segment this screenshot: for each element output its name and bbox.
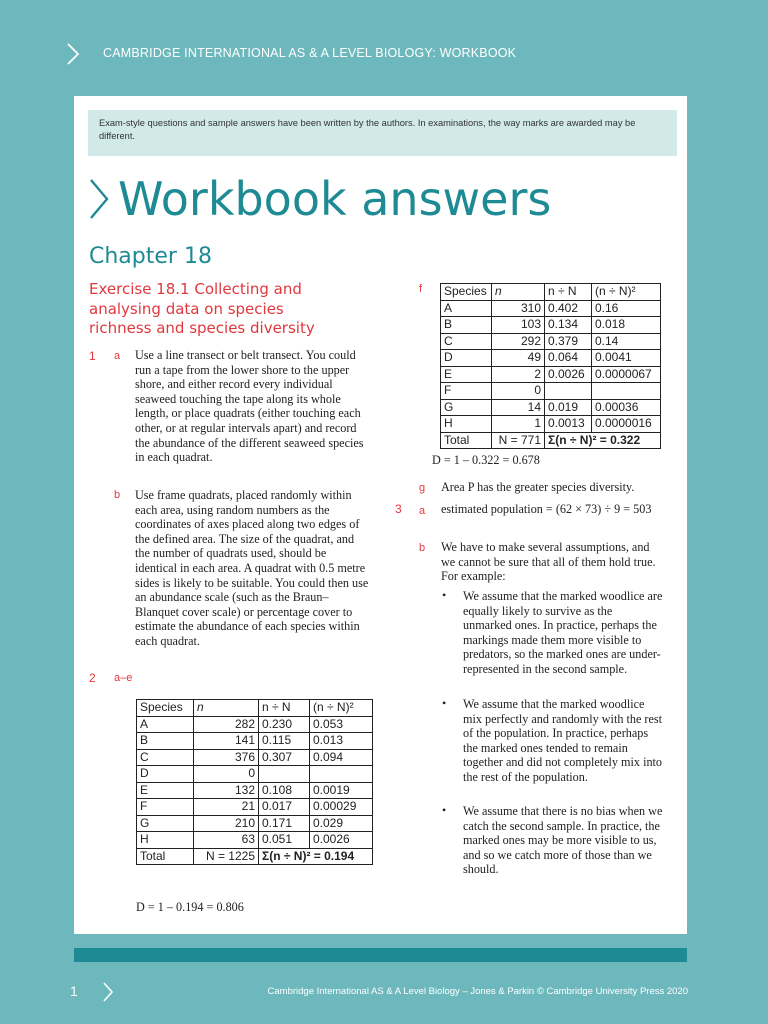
copyright-footer: Cambridge International AS & A Level Biology – Jones & Parkin © Cambridge University Press 2020 (267, 986, 688, 997)
table-cell: 376 (194, 749, 259, 766)
table-cell: 0.16 (592, 300, 661, 317)
exam-notice: Exam-style questions and sample answers have been written by the authors. In examinations, the way marks are awarded may be different. (88, 110, 677, 156)
chapter-heading: Chapter 18 (89, 244, 212, 269)
sub-question-label: f (419, 283, 423, 295)
table-header: n (492, 284, 545, 301)
table-cell: 0 (492, 383, 545, 400)
table-cell: 21 (194, 799, 259, 816)
table-row (137, 716, 373, 733)
table-cell: 0.051 (259, 832, 310, 849)
table-cell: 0.307 (259, 749, 310, 766)
table-cell: 132 (194, 782, 259, 799)
table-cell: G (137, 815, 194, 832)
table-cell: 0.00036 (592, 399, 661, 416)
table-row (137, 799, 373, 816)
page-number: 1 (70, 983, 78, 999)
sub-question-label: b (419, 542, 426, 554)
table-cell: 0.14 (592, 333, 661, 350)
table-cell: G (441, 399, 492, 416)
table-row (441, 350, 661, 367)
table-cell: 141 (194, 733, 259, 750)
question-number: 2 (89, 671, 96, 685)
table-cell: 0.013 (310, 733, 373, 750)
diversity-formula: D = 1 – 0.194 = 0.806 (136, 900, 244, 914)
table-row (441, 333, 661, 350)
table-cell: 0.115 (259, 733, 310, 750)
table-cell: 0.019 (545, 399, 592, 416)
answer-text: Use frame quadrats, placed randomly within each area, using random numbers as the coordinates of axes placed along two edges of the defined area. The size of the quadrat, and the number of quadrats used, should be identical in each area. A quadrat with 0.5 metre sides is likely to be suitable. You could then use an abundance scale (such as the Braun–Blanquet cover scale) or percentage cover to estimate the abundance of each species within each quadrat. (135, 488, 369, 648)
table-cell: 0.0026 (310, 832, 373, 849)
running-header: CAMBRIDGE INTERNATIONAL AS & A LEVEL BIOLOGY: WORKBOOK (103, 46, 517, 60)
table-cell (259, 766, 310, 783)
table-cell: D (441, 350, 492, 367)
table-cell: H (441, 416, 492, 433)
table-header-row (137, 700, 373, 717)
table-cell: 49 (492, 350, 545, 367)
table-cell: N = 771 (492, 432, 545, 449)
table-cell: C (441, 333, 492, 350)
exercise-heading: Exercise 18.1 Collecting and analysing data on species richness and species diversity (89, 280, 315, 337)
table-header: (n ÷ N)² (592, 284, 661, 301)
diversity-formula: D = 1 – 0.322 = 0.678 (432, 453, 540, 467)
table-cell: A (137, 716, 194, 733)
table-cell: 0.134 (545, 317, 592, 334)
table-cell: 0.017 (259, 799, 310, 816)
table-cell: 0.0000067 (592, 366, 661, 383)
table-row (441, 317, 661, 334)
table-cell: 0.0013 (545, 416, 592, 433)
table-header: n ÷ N (259, 700, 310, 717)
table-cell: 0.108 (259, 782, 310, 799)
sub-question-label: a (114, 350, 121, 362)
table-cell: 292 (492, 333, 545, 350)
bullet-text: We assume that the marked woodlice are equally likely to survive as the unmarked ones. In practice, perhaps the markings made them more visible to predators, so the marked ones are under-represented in the second sample. (463, 589, 663, 676)
question-number: 1 (89, 349, 96, 363)
table-cell: B (441, 317, 492, 334)
table-cell: H (137, 832, 194, 849)
table-cell: 0.0019 (310, 782, 373, 799)
table-cell: 63 (194, 832, 259, 849)
table-cell: 282 (194, 716, 259, 733)
table-cell: E (137, 782, 194, 799)
table-cell: F (137, 799, 194, 816)
chevron-right-icon (66, 42, 80, 66)
sub-question-label: g (419, 482, 426, 494)
table-row (137, 815, 373, 832)
table-row (441, 383, 661, 400)
table-row (137, 749, 373, 766)
table-cell: B (137, 733, 194, 750)
table-cell: 0.402 (545, 300, 592, 317)
answer-text: Use a line transect or belt transect. You could run a tape from the lower shore to the upper shore, and either record every individual seaweed touching the tape along its whole length, or place quadrats (either touching each other, or at regular intervals apart) and record the abundance of the different seaweed species in each quadrat. (135, 348, 364, 465)
page-title-text: Workbook answers (118, 172, 552, 226)
footer-bar (74, 948, 687, 962)
table-cell: 210 (194, 815, 259, 832)
table-cell: 103 (492, 317, 545, 334)
table-cell: 310 (492, 300, 545, 317)
table-cell: 0.064 (545, 350, 592, 367)
table-cell: 1 (492, 416, 545, 433)
table-cell: 0.0026 (545, 366, 592, 383)
species-table-q2 (136, 699, 373, 865)
table-cell: Σ(n ÷ N)² = 0.322 (545, 432, 661, 449)
table-total-row (137, 848, 373, 865)
table-cell: 2 (492, 366, 545, 383)
answer-text: estimated population = (62 × 73) ÷ 9 = 503 (441, 502, 652, 516)
table-row (441, 366, 661, 383)
sub-question-label: b (114, 489, 121, 501)
table-cell: D (137, 766, 194, 783)
table-cell: 0.053 (310, 716, 373, 733)
sub-question-label: a–e (114, 672, 133, 684)
table-cell: 0.029 (310, 815, 373, 832)
bullet-marker: • (442, 696, 447, 710)
table-row (441, 300, 661, 317)
bullet-marker: • (442, 803, 447, 817)
table-row (137, 832, 373, 849)
table-cell: 0 (194, 766, 259, 783)
table-row (137, 733, 373, 750)
table-cell (592, 383, 661, 400)
table-header: (n ÷ N)² (310, 700, 373, 717)
table-cell: A (441, 300, 492, 317)
table-total-row (441, 432, 661, 449)
answer-text: Area P has the greater species diversity. (441, 480, 635, 494)
bullet-marker: • (442, 588, 447, 602)
table-cell: 0.0041 (592, 350, 661, 367)
table-row (137, 782, 373, 799)
table-cell: 0.171 (259, 815, 310, 832)
table-header: n ÷ N (545, 284, 592, 301)
table-cell: Total (137, 848, 194, 865)
table-cell: 14 (492, 399, 545, 416)
table-cell: 0.094 (310, 749, 373, 766)
question-number: 3 (395, 502, 402, 516)
chevron-right-icon[interactable] (102, 981, 114, 1003)
table-cell (545, 383, 592, 400)
table-cell (310, 766, 373, 783)
table-cell: N = 1225 (194, 848, 259, 865)
table-cell: F (441, 383, 492, 400)
table-row (441, 416, 661, 433)
bullet-text: We assume that the marked woodlice mix perfectly and randomly with the rest of the population. In practice, perhaps the marked ones tended to remain together and did not completely mix into the rest of the population. (463, 697, 663, 784)
table-cell: E (441, 366, 492, 383)
answer-text: We have to make several assumptions, and we cannot be sure that all of them hold true. For example: (441, 540, 656, 584)
table-header: Species (137, 700, 194, 717)
chevron-right-icon (88, 177, 110, 221)
table-header: Species (441, 284, 492, 301)
table-cell: Σ(n ÷ N)² = 0.194 (259, 848, 373, 865)
table-header-row (441, 284, 661, 301)
table-cell: C (137, 749, 194, 766)
table-cell: 0.230 (259, 716, 310, 733)
table-header: n (194, 700, 259, 717)
page-title (88, 172, 551, 226)
table-cell: 0.379 (545, 333, 592, 350)
table-row (137, 766, 373, 783)
sub-question-label: a (419, 505, 426, 517)
table-row (441, 399, 661, 416)
page-sheet (74, 96, 687, 934)
table-cell: Total (441, 432, 492, 449)
table-cell: 0.0000016 (592, 416, 661, 433)
table-cell: 0.00029 (310, 799, 373, 816)
species-table-f (440, 283, 661, 449)
bullet-text: We assume that there is no bias when we catch the second sample. In practice, the marked ones may be more visible to us, and so we catch more of those than we should. (463, 804, 663, 877)
table-cell: 0.018 (592, 317, 661, 334)
